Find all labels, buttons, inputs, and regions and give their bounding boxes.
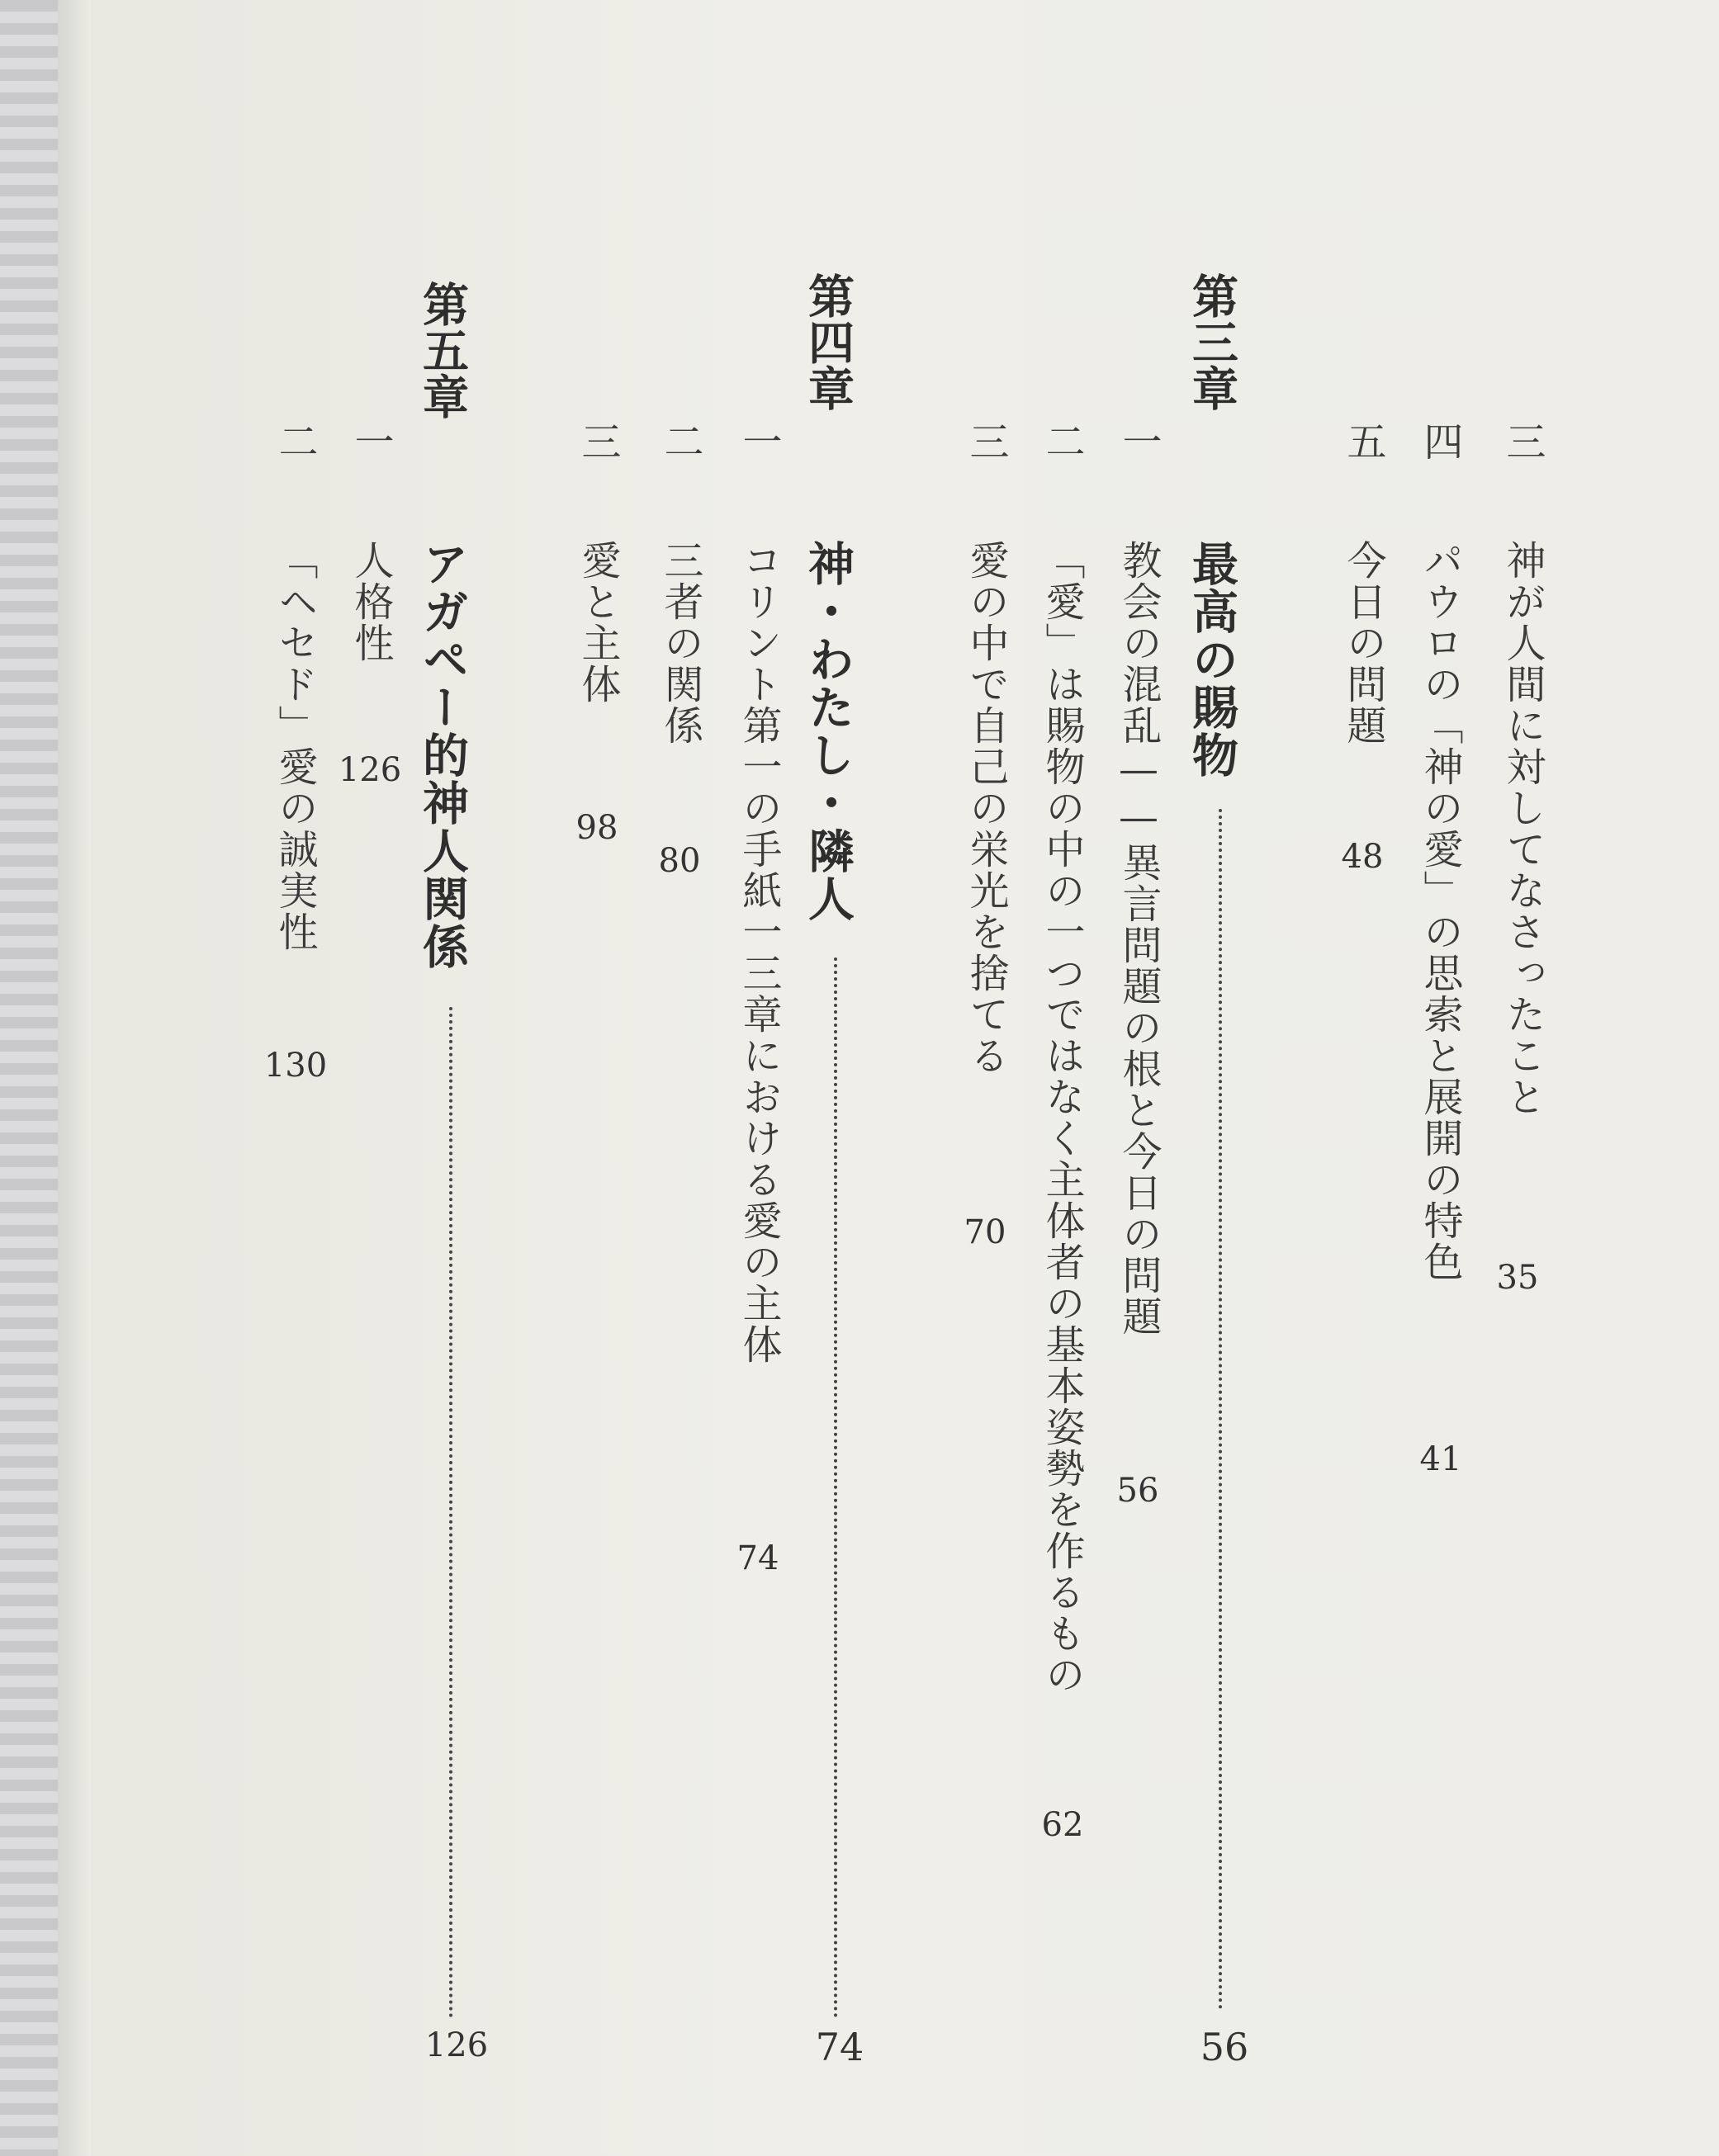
item-title: 三者の関係: [657, 540, 703, 746]
item-title: 神が人間に対してなさったこと: [1499, 540, 1546, 1118]
chapter-page-number: 56: [1200, 2025, 1249, 2069]
item-number: 三: [1499, 421, 1546, 461]
item-number: 一: [1115, 421, 1162, 461]
leader-dots: [1219, 809, 1222, 2010]
item-title: 「ヘセド」愛の誠実性: [272, 540, 318, 953]
binding-shadow: [58, 0, 91, 2156]
leader-dots: [834, 957, 837, 2018]
toc-item[interactable]: [963, 421, 1009, 1076]
page-number: 56: [1116, 1472, 1159, 1510]
toc-item[interactable]: [348, 421, 394, 664]
page-number: 35: [1496, 1259, 1539, 1297]
chapter-heading[interactable]: [1185, 272, 1239, 779]
item-title: 「愛」は賜物の中の一つではなく主体者の基本姿勢を作るもの: [1039, 540, 1085, 1695]
chapter-title: 最高の賜物: [1185, 540, 1239, 779]
item-number: 一: [736, 421, 782, 461]
item-number: 二: [657, 421, 703, 461]
toc-item[interactable]: [1039, 421, 1085, 1695]
page-number: 126: [338, 751, 402, 789]
show-through-ghost: [1461, 305, 1499, 1544]
item-title: パウロの「神の愛」の思索と展開の特色: [1417, 540, 1463, 1283]
item-title: コリント第一の手紙一三章における愛の主体: [736, 540, 782, 1365]
page-number: 62: [1041, 1806, 1084, 1844]
book-binding-edge: [0, 0, 58, 2156]
page-number: 130: [263, 1047, 328, 1085]
page-number: 70: [964, 1213, 1006, 1251]
item-title: 愛の中で自己の栄光を捨てる: [963, 540, 1009, 1076]
page-number: 41: [1419, 1440, 1462, 1478]
chapter-number: 第四章: [801, 272, 855, 411]
item-number: 五: [1340, 421, 1386, 461]
item-title: 人格性: [348, 540, 394, 664]
chapter-number: 第三章: [1185, 272, 1239, 411]
toc-item[interactable]: [1115, 421, 1162, 1337]
chapter-number: 第五章: [415, 281, 470, 419]
toc-item[interactable]: [272, 421, 318, 953]
item-number: 三: [963, 421, 1009, 461]
chapter-heading[interactable]: [801, 272, 855, 923]
chapter-title: アガペー的神人関係: [415, 540, 470, 971]
page-number: 48: [1341, 838, 1384, 876]
chapter-title: 神・わたし・隣人: [801, 540, 855, 923]
toc-item[interactable]: [1417, 421, 1463, 1283]
page-number: 74: [736, 1539, 779, 1577]
toc-item[interactable]: [1340, 421, 1386, 746]
item-number: 二: [1039, 421, 1085, 461]
page-number: 98: [575, 809, 618, 847]
toc-item[interactable]: [657, 421, 703, 746]
item-number: 一: [348, 421, 394, 461]
chapter-heading[interactable]: [415, 281, 470, 971]
leader-dots: [449, 1007, 452, 2018]
toc-item[interactable]: [1499, 421, 1546, 1118]
chapter-page-number: 74: [815, 2025, 864, 2069]
page-number: 80: [658, 842, 701, 880]
toc-item[interactable]: [575, 421, 621, 705]
item-title: 愛と主体: [575, 540, 621, 705]
show-through-ghost: [1263, 305, 1301, 1544]
toc-item[interactable]: [736, 421, 782, 1365]
item-title: 今日の問題: [1340, 540, 1386, 746]
item-title: 教会の混乱——異言問題の根と今日の問題: [1115, 540, 1162, 1337]
chapter-page-number: 126: [424, 2026, 489, 2064]
item-number: 二: [272, 421, 318, 461]
item-number: 四: [1417, 421, 1463, 461]
item-number: 三: [575, 421, 621, 461]
